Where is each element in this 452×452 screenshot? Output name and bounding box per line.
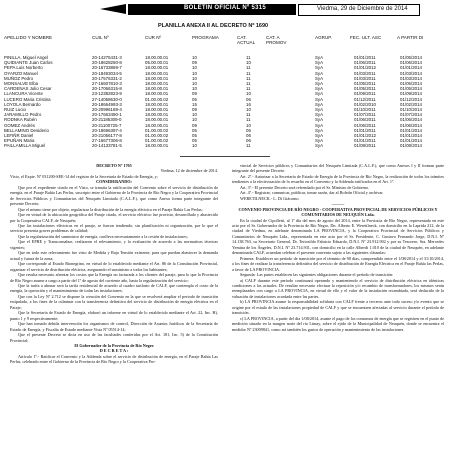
left-paragraph: Que han tomado debida intervención los organismos de control, Dirección de Asuntos Jurídicos de la Secretaría de Estado de Energía, y Fiscalía de Estado mediante Vista Nº 05514-14; xyxy=(10,321,218,332)
convenio-paragraphs xyxy=(232,218,444,333)
convenio-paragraph: b) LA PROVINCIA asume la responsabilidad solidaria con CALF frente a terceros ante todo suceso y/o evento que se origine por el estado de las instalaciones propiedad de CALF y que se encuentren afectadas al servicio durante el período de transición. xyxy=(232,299,444,316)
table-cell: 11 xyxy=(246,55,251,60)
convenio-paragraph: En la ciudad de Cipolletti, al 1º día del mes de agosto del 2014, entre la Provincia de Río Negro, representada en este acto por el Sr. Gobernador de la Provincia de Río Negro, Dn. Alberto E. Weretilneck, con domicilio en la Laprida 212, de la ciudad de Viedma, en adelante denominada LA PROVINCIA, y la Cooperativa Provincial de Servicios Públicos y Comunitarios de Neuquén Ltda., representada en este acto por el Sr. Presidente, C. Gustavo Fernando Jorge, D.N.I. Nº 14.138.763, su Secretario General, Dr. Teriosildo Fabricio Eduardo, D.N.I. Nº 23.912.902 y por su Tesorero, Sra. Mercedes Yemina de los Ángeles, D.N.I. Nº 23.714.931, con domicilio en la calle Alberdi 1.010 de la ciudad de Neuquén, en adelante denominada CALF, acuerdan celebrar el presente convenio sujeto a las siguientes cláusulas: xyxy=(232,217,444,256)
table-cell: 01/08/2011 xyxy=(354,143,376,149)
col-header: AGRUP. xyxy=(315,35,333,40)
table-cell: 27-16677306-8 xyxy=(92,138,122,144)
table-cell: 18.00.00.01 xyxy=(145,122,169,128)
table-cell: GOMEZ Andrés xyxy=(4,122,35,128)
table-cell: 01/01/2011 xyxy=(354,55,376,60)
table-cell: 01/10/2014 xyxy=(400,107,422,112)
table-cell: 01/03/2011 xyxy=(354,70,376,76)
table-cell: 20-17576331-2 xyxy=(92,75,122,81)
planilla-title: PLANILLA ANEXA II AL DECRETO Nº 1690 xyxy=(158,23,269,29)
table-cell: 11 xyxy=(246,86,251,92)
table-cell: 10 xyxy=(192,70,197,76)
table-cell: 09 xyxy=(192,91,197,97)
table-cell: SyA xyxy=(315,138,324,144)
table-cell: 01/07/2014 xyxy=(400,112,422,118)
right-paragraph: Art. 4º.- Registrar, comunicar, publicar, tomar razón, dar al Boletín Oficial y archivar. xyxy=(240,190,384,196)
convenio-paragraph: c) LA PROVINCIA, a partir del día 1/08/2014, asume el pago de los consumos de energía que se registren en el punto de medición situado en la margen norte del río Limay, sobre el ejido de la Municipalidad de Neuquén, donde se encuentra el medidor Nº 23009841, como así también los gastos de operación y mantenimiento de las instalaciones xyxy=(232,315,444,332)
table-cell: SyA xyxy=(315,122,324,128)
table-cell: 18.00.00.01 xyxy=(145,81,169,86)
table-cell: 01/06/2014 xyxy=(400,60,422,66)
left-paragraph: Que el EPRE y Transcomahue, realizaron el relevamiento, y la evaluación de acuerdo a las normativas técnicas vigentes; xyxy=(10,239,218,250)
left-paragraph: Que la Secretaría de Estado de Energía, elaboró un informe en virtud de lo establecido mediante el Art. 22, Inc. H), punto 1 y 9 respectivamente; xyxy=(10,310,218,321)
left-paragraph: Que en virtud de la ubicación geográfica del Paraje citado, el servicio eléctrico fue provisto, desarrollado y abastecido por la Cooperativa CALF, de Neuquén; xyxy=(10,212,218,223)
left-paragraph: D E C R E T A : xyxy=(99,348,129,354)
table-cell: 23-12382823-9 xyxy=(92,91,122,97)
table-cell: LEFIÑR Daniel xyxy=(4,133,34,138)
col-header: CAT. ACTUAL xyxy=(237,35,256,45)
table-cell: 01/01/2014 xyxy=(400,65,422,71)
table-cell: SyA xyxy=(315,65,324,71)
table-cell: 01/03/2014 xyxy=(400,70,422,76)
table-cell: 01/02/2014 xyxy=(400,101,422,107)
table-cell: 06 xyxy=(246,133,251,138)
table-cell: PAILLAMILLA Miguel xyxy=(4,143,46,149)
table-cell: 01/06/2014 xyxy=(400,117,422,123)
table-cell: PINILLA, Miguel Angel xyxy=(4,55,48,60)
left-paragraph: Que por el expediente citado en el Visto, se tramita la ratificación del Convenio sobre el servicio de distribución de energía, en el Paraje Bahía Las Perlas, suscripto entre el Gobierno de la Provincia de Río Negro y la Cooperativa Provincial de Servicios Públicos y Comunitarios del Neuquén Limitada (C.A.L.F.), que como Anexo forma parte integrante del presente Decreto; xyxy=(10,184,218,207)
table-cell: 27-14058630-0 xyxy=(92,96,122,102)
table-cell: SyA xyxy=(315,96,324,102)
table-cell: 06 xyxy=(246,96,251,102)
convenio-paragraph: Segunda: Las partes establecen las siguientes obligaciones durante el período de transición: xyxy=(240,272,394,278)
right-paragraph: vincial de Servicios públicos y Comunitarios del Neuquén Limitada (C.A.L.F.), que como Anexos I y II forman parte integrante del presente Decreto. xyxy=(232,163,444,174)
left-paragraph: Que el mismo tiene por objeto, regularizar la distribución de la energía eléctrica en el Paraje Bahía Las Perlas; xyxy=(18,206,203,212)
table-cell: 01/01/2014 xyxy=(400,138,422,144)
table-cell: OYARZO Manuel xyxy=(4,70,38,76)
table-cell: SyA xyxy=(315,91,324,97)
table-cell: 05 xyxy=(192,127,197,133)
table-cell: BELLAMINO Desiderio xyxy=(4,127,49,133)
table-cell: 05 xyxy=(192,96,197,102)
table-cell: 01/02/2010 xyxy=(354,101,376,107)
left-paragraph: El Gobernador de la Provincia de Río Negro xyxy=(74,342,154,348)
date-box xyxy=(298,4,420,16)
table-cell: 10 xyxy=(192,117,197,123)
table-cell: 01/05/2014 xyxy=(400,81,422,86)
table-cell: 01/12/2014 xyxy=(400,96,422,102)
table-cell: 20-18664993-3 xyxy=(92,101,122,107)
page-header xyxy=(100,4,420,15)
table-cell: SyA xyxy=(315,55,324,60)
table-cell: 01/05/2014 xyxy=(400,86,422,92)
left-paragraphs xyxy=(10,185,218,365)
table-cell: 01/05/2011 xyxy=(354,81,376,86)
table-cell: 20-21056177-8 xyxy=(92,133,122,138)
table-cell: 01.00.00.02 xyxy=(145,138,169,144)
table-cell: 01/08/2014 xyxy=(400,143,422,149)
table-cell: 20-17663490-1 xyxy=(92,112,122,118)
right-paragraph: Art. 3º.- El presente Decreto será refrendado por el Sr. Ministro de Gobierno. xyxy=(240,184,370,190)
table-cell: 10 xyxy=(192,143,197,149)
separator-rule xyxy=(180,156,270,157)
table-cell: 11 xyxy=(246,75,251,81)
table-cell: 10 xyxy=(192,65,197,71)
table-cell: SyA xyxy=(315,107,324,112)
table-cell: SyA xyxy=(315,86,324,92)
table-cell: 18.00.00.01 xyxy=(145,55,169,60)
table-cell: 01/05/2014 xyxy=(400,55,422,60)
left-paragraph: Que las instalaciones eléctricas en el paraje, se fueron tendiendo, sin planificación ni organización, por lo que el servicio presenta graves problemas de calidad; xyxy=(10,222,218,234)
table-cell: 10 xyxy=(192,55,197,60)
table-cell: 20-20996188-4 xyxy=(92,107,122,112)
convenio-paragraph: Primera: Establecer un período de transición por el término de 90 días, comprendido entre el 1/08/2014 y el 31/10/2014, a los fines de realizar la transferencia definitiva del servicio de distribución de Energía Eléctrica en el Paraje Bahía las Perlas, a favor de LA PROVINCIA. xyxy=(232,255,444,272)
table-cell: 01/07/2011 xyxy=(354,112,376,118)
table-cell: 10 xyxy=(192,81,197,86)
col-header: CUR Nº xyxy=(145,35,162,40)
table-cell: 01/06/2011 xyxy=(354,60,376,66)
table-cell: 11 xyxy=(246,143,251,149)
left-paragraph: Que el presente Decreto se dicta en uso de las facultades conferidas por el Art. 181, Inc. 5) de la Constitución Provincial; xyxy=(10,332,218,343)
table-cell: 20-21100725-7 xyxy=(92,122,122,128)
table-cell: SyA xyxy=(315,81,324,86)
table-cell: SyA xyxy=(315,117,324,123)
table-cell: 18.00.00.01 xyxy=(145,143,169,149)
table-cell: 20-18493034-5 xyxy=(92,70,122,76)
table-cell: 11 xyxy=(246,81,251,86)
table-cell: 18.00.00.01 xyxy=(145,117,169,123)
table-cell: 01/06/2011 xyxy=(354,122,376,128)
table-cell: SyA xyxy=(315,75,324,81)
table-cell: 18.00.00.01 xyxy=(145,70,169,76)
table-cell: 01/09/2011 xyxy=(354,91,376,97)
table-cell: 10 xyxy=(192,112,197,118)
considerando-heading: CONSIDERANDO: xyxy=(96,179,132,185)
table-cell: 11 xyxy=(246,65,251,71)
left-paragraph: Que con la Ley Nº 2.712 se dispone la creación del Convenio en la que se resolverá ampliar el periodo de transición estipulado, a los fines de la culminar con la transferencia definitiva del servicio de distribución de energía eléctrica en el Paraje; xyxy=(10,293,218,310)
table-cell: 20-18696397-4 xyxy=(92,127,122,133)
decree-title: DECRETO Nº 1705 xyxy=(96,163,132,168)
table-cell: JARAMILLO Pedro xyxy=(4,112,42,118)
table-cell: SyA xyxy=(315,70,324,76)
table-cell: 05.00.00.01 xyxy=(145,60,169,66)
col-header: CAT. A PROMOV xyxy=(266,35,287,45)
table-cell: 27-16607810-3 xyxy=(92,81,122,86)
right-column xyxy=(232,163,444,332)
table-cell: MUÑOZ Pedro xyxy=(4,75,34,81)
table-cell: 01/03/2011 xyxy=(354,75,376,81)
table-cell: 10 xyxy=(192,75,197,81)
table-cell: 09 xyxy=(192,122,197,128)
left-paragraph: Que la regularización del suministro de energía, conlleva necesariamente a la cesión de instalaciones; xyxy=(18,233,188,239)
table-cell: 06 xyxy=(246,127,251,133)
left-paragraph: Que resulta necesario afrontar los costos que la Energía no facturada a los clientes del paraje, para lo que la Provincia de Río Negro asume a cargo a partir del 1º de agosto del corriente año, hasta la regularización del servicio; xyxy=(10,272,218,283)
decree-date: Viedma, 12 de diciembre de 2014. xyxy=(160,168,218,174)
table-cell: 01/12/2011 xyxy=(354,96,376,102)
table-cell: 18.00.00.01 xyxy=(145,101,169,107)
table-cell: 18.00.00.01 xyxy=(145,107,169,112)
table-cell: 01.00.00.02 xyxy=(145,127,169,133)
table-cell: 01/09/2014 xyxy=(400,91,422,97)
table-cell: LUCERO Maria Cristina xyxy=(4,96,51,102)
right-paragraph: WERETILNECK.- L. Di Giácomo. xyxy=(240,195,300,201)
table-cell: 18.00.00.01 xyxy=(145,65,169,71)
table-cell: SyA xyxy=(315,112,324,118)
table-cell: RODNKA Rubén xyxy=(4,117,37,123)
left-paragraph: Que en todo este relevamiento fue visto de Medida y Baja Tensión existente, para que puedan abastecer la demanda actual y futura de la zona; xyxy=(10,250,218,261)
table-cell: 01/01/2011 xyxy=(354,138,376,144)
table-cell: 09 xyxy=(192,60,197,66)
table-cell: 18.00.00.01 xyxy=(145,75,169,81)
table-cell: 10 xyxy=(246,60,251,66)
table-cell: 10 xyxy=(246,107,251,112)
col-header: A PARTIR DI xyxy=(397,35,424,40)
table-cell: 01.00.00.02 xyxy=(145,133,169,138)
right-paragraph: Art. 2º.- Autorizar a la Secretaría de Estado de Energía de la Provincia de Río Negro, la realización de todos los trámites tendientes a la efectivización de lo resuelto en el Convenio y la Addenda ratificados en el Art. 1º. xyxy=(232,173,444,185)
right-paragraphs xyxy=(232,163,444,207)
table-cell: 01/05/2011 xyxy=(354,86,376,92)
table-cell: 05 xyxy=(192,138,197,144)
table-cell: 01/01/2014 xyxy=(400,127,422,133)
table-cell: 05 xyxy=(192,133,197,138)
header-arrow-icon xyxy=(100,4,126,14)
bulletin-date: Viedma, 29 de Diciembre de 2014 xyxy=(317,6,408,12)
table-cell: 01/03/2014 xyxy=(400,75,422,81)
col-header: CUIL Nº xyxy=(92,35,109,40)
table-cell: 20-16733869-7 xyxy=(92,65,122,71)
table-cell: 01.00.00.02 xyxy=(145,96,169,102)
table-cell: PEPA Luis Norberto xyxy=(4,65,43,71)
left-column xyxy=(10,163,218,365)
table-cell: LLANCURA Vicente xyxy=(4,91,43,97)
convenio-paragraph: a) CALF durante este período continuará operando y manteniendo el servicio de distribución eléctrica en idénticas condiciones a las actuales. De resultar necesario efectuar la reposición y/o recambio de transformadores, los mismos serán reemplazados con cargo a LA PROVINCIA, en virtud de ello y el valor de la instalación recambiada, será deducido de la valuación de instalaciones acordada entre las partes. xyxy=(232,277,444,299)
table-row xyxy=(0,143,452,149)
table-cell: 11 xyxy=(246,117,251,123)
table-cell: 01/01/2014 xyxy=(400,133,422,138)
table-cell: 18.00.00.01 xyxy=(145,112,169,118)
table-cell: 11 xyxy=(246,112,251,118)
convenio-title: CONVENIO PROVINCIA DE RÍO NEGRO - COOPERATIVA PROVINCIAL DE SERVICIOS PÚBLICOS Y COMUNITARIOS DE NEUQUÉN Ltda. xyxy=(238,206,438,218)
table-cell: 20-14275431-3 xyxy=(92,55,122,60)
table-cell: 15 xyxy=(192,101,197,107)
table-cell: 01/10/2011 xyxy=(354,107,376,112)
table-cell: 20-14133781-5 xyxy=(92,143,122,149)
table-cell: 16 xyxy=(246,101,251,107)
table-cell: SyA xyxy=(315,127,324,133)
table-cell: RUIZ Lucio xyxy=(4,107,26,112)
col-header: FEC. ULT. ASC xyxy=(350,35,382,40)
table-cell: 10 xyxy=(246,91,251,97)
table-cell: 01/01/2012 xyxy=(354,133,376,138)
left-paragraph: Artículo 1º.- Ratificar el Convenio y la Addenda sobre el servicio de distribución de energía, en el Paraje Bahía Las Perlas, celebrado entre el Gobierno de la Provincia de Río Negro y la Cooperativa Pro- xyxy=(10,353,218,365)
table-cell: 06 xyxy=(246,138,251,144)
table-cell: 20-17066315-8 xyxy=(92,86,122,92)
table-cell: CARDENAS Julio Cesar xyxy=(4,86,52,92)
table-cell: 10 xyxy=(192,86,197,92)
table-cell: SyA xyxy=(315,60,324,66)
table-cell: EPUÑAN Maria xyxy=(4,138,35,144)
separator: ——— xyxy=(331,201,345,207)
table-cell: SyA xyxy=(315,143,324,149)
left-paragraph: Que la tarifa a abonar será la tarifa residencial de acuerdo al cuadro tarifario de CALF, que contempla el costo de la energía, la operación y el mantenimiento de todas las instalaciones; xyxy=(10,282,218,294)
table-cell: QUIDIANTE Juan Carlos xyxy=(4,60,53,66)
table-cell: 01/06/2014 xyxy=(400,122,422,128)
table-cell: SyA xyxy=(315,133,324,138)
table-cell: 09 xyxy=(192,107,197,112)
table-cell: MONSALVE Elba xyxy=(4,81,39,86)
col-header: PROGRAMA xyxy=(192,35,219,40)
table-cell: SyA xyxy=(315,101,324,107)
visto-paragraph: Visto, el Expte. Nº 031200-SEE-14 del registro de la Secretaría de Estado de Energía, y; xyxy=(10,173,158,179)
table-cell: 10 xyxy=(246,122,251,128)
table-cell: 01/01/2012 xyxy=(354,65,376,71)
left-paragraph: Que corresponde al Estado Rionegrino, en virtud de lo establecido mediante el Art. 86 de la Constitución Provincial, organizar el servicio de distribución eléctrica, asegurando el suministro a todos los habitantes; xyxy=(10,261,218,272)
bulletin-title: BOLETIN OFICIAL Nº 5315 xyxy=(184,5,266,11)
table-cell: 18.00.00.01 xyxy=(145,91,169,97)
table-cell: 11 xyxy=(246,70,251,76)
table-cell: 20-18628250-8 xyxy=(92,60,122,66)
table-cell: 20-21186309-0 xyxy=(92,117,122,123)
bulletin-band xyxy=(128,4,296,15)
table-cell: 18.00.00.01 xyxy=(145,86,169,92)
table-cell: 01/01/2011 xyxy=(354,127,376,133)
col-header: APELLIDO Y NOMBRE xyxy=(4,35,53,40)
table-cell: LOYOLA Bernardo xyxy=(4,101,41,107)
table-cell: 01/06/2011 xyxy=(354,117,376,123)
